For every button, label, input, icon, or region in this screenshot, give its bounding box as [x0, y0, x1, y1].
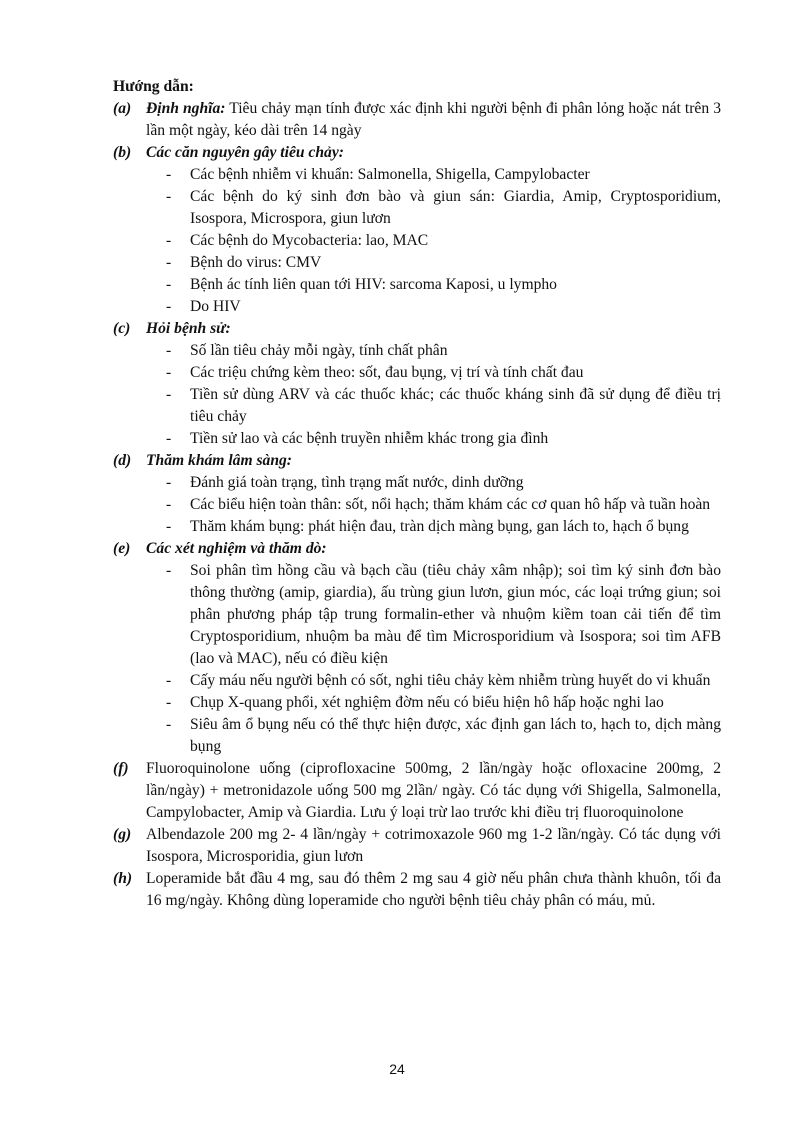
- section-label: (g): [113, 826, 132, 843]
- list-item-text: Các bệnh do Mycobacteria: lao, MAC: [190, 232, 429, 249]
- list-item-text: Do HIV: [190, 298, 241, 315]
- list-item-text: Soi phân tìm hồng cầu và bạch cầu (tiêu chảy xâm nhập); soi tìm ký sinh đơn bào thông thường (amip, giardia), ấu trùng giun lươn, giun móc, các loại trứng giun; soi phân phương pháp tập trung formalin-ether và nhuộm kiềm toan cải tiến để tìm Cryptosporidium, nhuộm ba màu để tìm Microsporidium và Isospora; soi tìm AFB (lao và MAC), nếu có điều kiện: [190, 562, 721, 667]
- list-item: [113, 714, 721, 758]
- list-item: [113, 494, 721, 516]
- list-dash: -: [166, 474, 172, 491]
- list-dash: -: [166, 276, 172, 293]
- list-item-text: Bệnh ác tính liên quan tới HIV: sarcoma Kaposi, u lympho: [190, 276, 557, 293]
- history-list: [113, 340, 721, 450]
- section-text: [146, 98, 721, 142]
- section-tests: [113, 538, 721, 758]
- list-dash: -: [166, 496, 172, 513]
- section-title: Định nghĩa:: [146, 100, 226, 117]
- list-item-text: Các bệnh nhiễm vi khuẩn: Salmonella, Shigella, Campylobacter: [190, 166, 590, 183]
- definition-text: Tiêu chảy mạn tính được xác định khi người bệnh đi phân lỏng hoặc nát trên 3 lần một ngày, kéo dài trên 14 ngày: [146, 100, 721, 139]
- list-dash: -: [166, 232, 172, 249]
- clinical-exam-list: [113, 472, 721, 538]
- list-dash: -: [166, 298, 172, 315]
- list-item: [113, 340, 721, 362]
- list-dash: -: [166, 694, 172, 711]
- section-label: (a): [113, 100, 132, 117]
- list-dash: -: [166, 254, 172, 271]
- list-item: [113, 274, 721, 296]
- section-fluoroquinolone: [113, 758, 721, 824]
- list-item: [113, 670, 721, 692]
- section-title: Thăm khám lâm sàng:: [146, 452, 293, 469]
- tests-list: [113, 560, 721, 758]
- list-dash: -: [166, 386, 172, 403]
- list-item: [113, 692, 721, 714]
- section-loperamide: [113, 868, 721, 912]
- list-dash: -: [166, 342, 172, 359]
- section-title: Các căn nguyên gây tiêu chảy:: [146, 144, 344, 161]
- section-history: [113, 318, 721, 450]
- list-item-text: Các triệu chứng kèm theo: sốt, đau bụng, vị trí và tính chất đau: [190, 364, 584, 381]
- list-item-text: Đánh giá toàn trạng, tình trạng mất nước, dinh dưỡng: [190, 474, 524, 491]
- list-dash: -: [166, 364, 172, 381]
- list-item: [113, 516, 721, 538]
- list-item: [113, 428, 721, 450]
- list-item-text: Cấy máu nếu người bệnh có sốt, nghi tiêu chảy kèm nhiễm trùng huyết do vi khuẩn: [190, 672, 711, 689]
- section-label: (h): [113, 870, 133, 887]
- section-clinical-exam: [113, 450, 721, 538]
- list-item-text: Bệnh do virus: CMV: [190, 254, 322, 271]
- list-item: [113, 164, 721, 186]
- list-item-text: Các bệnh do ký sinh đơn bào và giun sán: Giardia, Amip, Cryptosporidium, Isospora, Microspora, giun lươn: [190, 188, 721, 227]
- list-item: [113, 560, 721, 670]
- list-dash: -: [166, 430, 172, 447]
- list-dash: -: [166, 562, 172, 579]
- list-dash: -: [166, 518, 172, 535]
- guide-heading: Hướng dẫn:: [113, 78, 194, 95]
- list-item-text: Thăm khám bụng: phát hiện đau, tràn dịch màng bụng, gan lách to, hạch ổ bụng: [190, 518, 689, 535]
- section-label: (d): [113, 452, 132, 469]
- list-item: [113, 186, 721, 230]
- list-item-text: Chụp X-quang phổi, xét nghiệm đờm nếu có biểu hiện hô hấp hoặc nghi lao: [190, 694, 664, 711]
- list-item: [113, 362, 721, 384]
- section-label: (f): [113, 760, 129, 777]
- list-item: [113, 296, 721, 318]
- list-item-text: Các biểu hiện toàn thân: sốt, nổi hạch; thăm khám các cơ quan hô hấp và tuần hoàn: [190, 496, 711, 513]
- section-text: Fluoroquinolone uống (ciprofloxacine 500mg, 2 lần/ngày hoặc ofloxacine 200mg, 2 lần/ngày) + metronidazole uống 500 mg 2lần/ ngày. Có tác dụng với Shigella, Salmonella, Campylobacter, Amip và Giardia. Lưu ý loại trừ lao trước khi điều trị fluoroquinolone: [146, 760, 721, 821]
- section-label: (b): [113, 144, 132, 161]
- list-item-text: Tiền sử dùng ARV và các thuốc khác; các thuốc kháng sinh đã sử dụng để điều trị tiêu chảy: [190, 386, 721, 425]
- causes-list: [113, 164, 721, 318]
- section-title: Hỏi bệnh sử:: [146, 320, 231, 337]
- section-definition: [113, 98, 721, 142]
- list-dash: -: [166, 716, 172, 733]
- list-item-text: Siêu âm ổ bụng nếu có thể thực hiện được, xác định gan lách to, hạch to, dịch màng bụng: [190, 716, 721, 755]
- section-title: Các xét nghiệm và thăm dò:: [146, 540, 327, 557]
- list-item: [113, 230, 721, 252]
- list-dash: -: [166, 672, 172, 689]
- list-item: [113, 252, 721, 274]
- page-number: 24: [389, 1061, 405, 1077]
- section-label: (c): [113, 320, 131, 337]
- section-albendazole: [113, 824, 721, 868]
- list-item-text: Tiền sử lao và các bệnh truyền nhiễm khác trong gia đình: [190, 430, 549, 447]
- page-content: [113, 76, 721, 912]
- list-item-text: Số lần tiêu chảy mỗi ngày, tính chất phân: [190, 342, 448, 359]
- list-dash: -: [166, 166, 172, 183]
- section-causes: [113, 142, 721, 318]
- list-dash: -: [166, 188, 172, 205]
- list-item: [113, 472, 721, 494]
- section-text: Loperamide bắt đầu 4 mg, sau đó thêm 2 mg sau 4 giờ nếu phân chưa thành khuôn, tối đa 16 mg/ngày. Không dùng loperamide cho người bệnh tiêu chảy phân có máu, mủ.: [146, 870, 721, 909]
- section-label: (e): [113, 540, 131, 557]
- section-text: Albendazole 200 mg 2- 4 lần/ngày + cotrimoxazole 960 mg 1-2 lần/ngày. Có tác dụng với Isospora, Microsporidia, giun lươn: [146, 826, 721, 865]
- list-item: [113, 384, 721, 428]
